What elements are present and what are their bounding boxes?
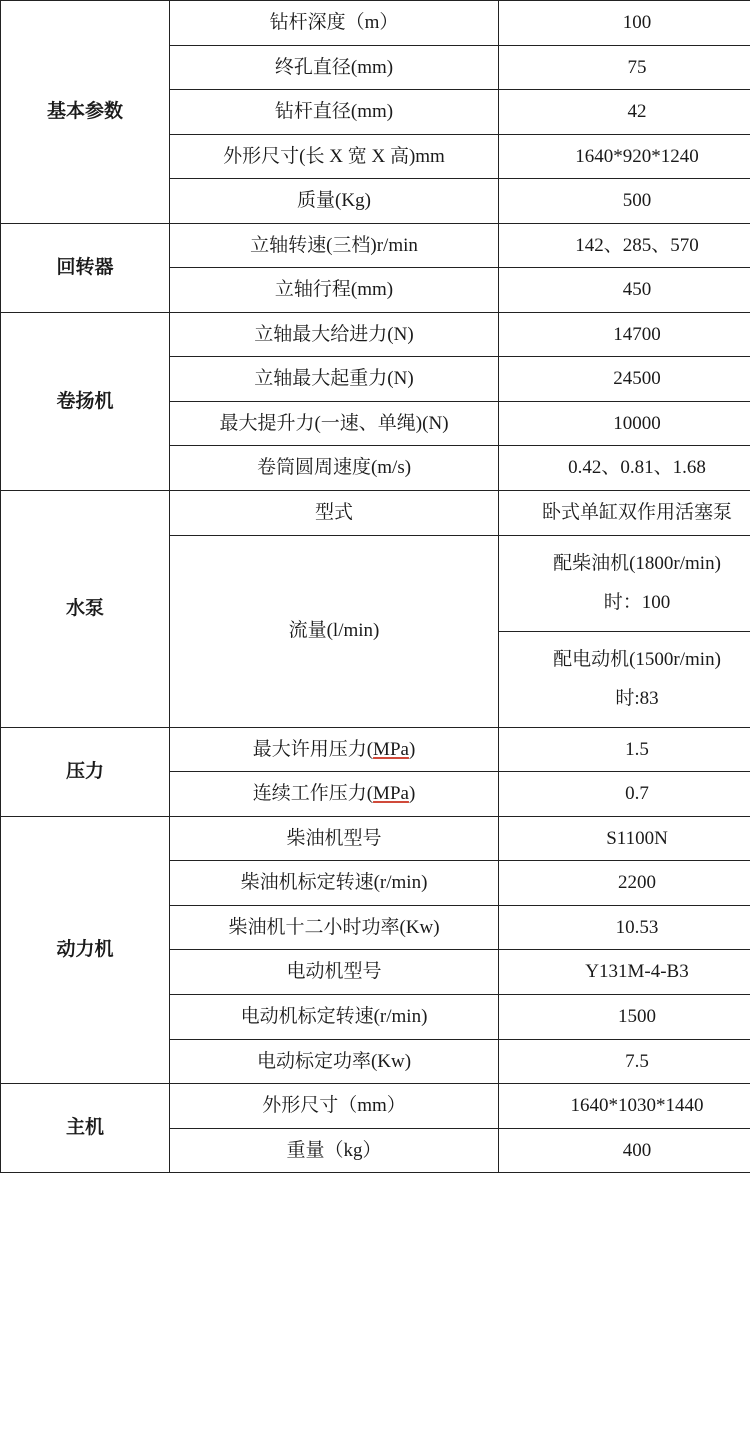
table-row [1,1084,750,1129]
param-value: 14700 [499,312,750,357]
param-label: 立轴最大起重力(N) [170,357,499,402]
param-value: 1.5 [499,727,750,772]
param-value: 2200 [499,861,750,906]
param-value: 100 [499,1,750,46]
group-label-rotator: 回转器 [1,223,170,312]
value-line: 时：100 [603,592,671,614]
param-label: 卷筒圆周速度(m/s) [170,446,499,491]
param-label: 外形尺寸（mm） [170,1084,499,1129]
table-row [1,1,750,46]
value-line: 时:83 [615,688,659,710]
value-line: 配柴油机(1800r/min) [553,552,721,574]
table-row [1,491,750,536]
param-label: 流量(l/min) [170,535,499,727]
table-row [1,223,750,268]
param-label: 电动机型号 [170,950,499,995]
param-value: Y131M-4-B3 [499,950,750,995]
param-value: 卧式单缸双作用活塞泵 [499,491,750,536]
param-label: 最大许用压力(MPa) [170,727,499,772]
param-value: 0.7 [499,772,750,817]
param-label: 外形尺寸(长 X 宽 X 高)mm [170,134,499,179]
param-value: 10.53 [499,905,750,950]
param-label: 柴油机标定转速(r/min) [170,861,499,906]
unit-mpa: MPa [373,783,409,805]
param-label: 立轴行程(mm) [170,268,499,313]
param-value-electric [499,631,750,727]
param-value: 500 [499,179,750,224]
param-value: 10000 [499,401,750,446]
param-value: 450 [499,268,750,313]
param-label: 钻杆深度（m） [170,1,499,46]
group-label-basic: 基本参数 [1,1,170,224]
table-row [1,727,750,772]
group-label-powerunit: 动力机 [1,816,170,1083]
unit-mpa: MPa [373,738,409,760]
table-row [1,816,750,861]
group-label-winch: 卷扬机 [1,312,170,490]
param-label: 立轴转速(三档)r/min [170,223,499,268]
param-label: 钻杆直径(mm) [170,90,499,135]
param-value: 142、285、570 [499,223,750,268]
param-value: 1500 [499,995,750,1040]
table-row [1,312,750,357]
group-label-pressure: 压力 [1,727,170,816]
param-value: 0.42、0.81、1.68 [499,446,750,491]
param-value: S1100N [499,816,750,861]
group-label-waterpump: 水泵 [1,491,170,728]
param-value: 400 [499,1128,750,1173]
param-value: 24500 [499,357,750,402]
param-value: 7.5 [499,1039,750,1084]
param-value: 1640*1030*1440 [499,1084,750,1129]
param-label: 电动机标定转速(r/min) [170,995,499,1040]
param-label: 连续工作压力(MPa) [170,772,499,817]
param-label: 电动标定功率(Kw) [170,1039,499,1084]
value-line: 配电动机(1500r/min) [553,648,721,670]
param-label: 终孔直径(mm) [170,45,499,90]
param-value: 1640*920*1240 [499,134,750,179]
param-label: 型式 [170,491,499,536]
param-value: 75 [499,45,750,90]
param-label: 重量（kg） [170,1128,499,1173]
group-label-mainmachine: 主机 [1,1084,170,1173]
param-label: 柴油机型号 [170,816,499,861]
param-label: 柴油机十二小时功率(Kw) [170,905,499,950]
param-label: 质量(Kg) [170,179,499,224]
param-value-diesel [499,535,750,631]
param-label: 最大提升力(一速、单绳)(N) [170,401,499,446]
param-value: 42 [499,90,750,135]
param-label: 立轴最大给进力(N) [170,312,499,357]
